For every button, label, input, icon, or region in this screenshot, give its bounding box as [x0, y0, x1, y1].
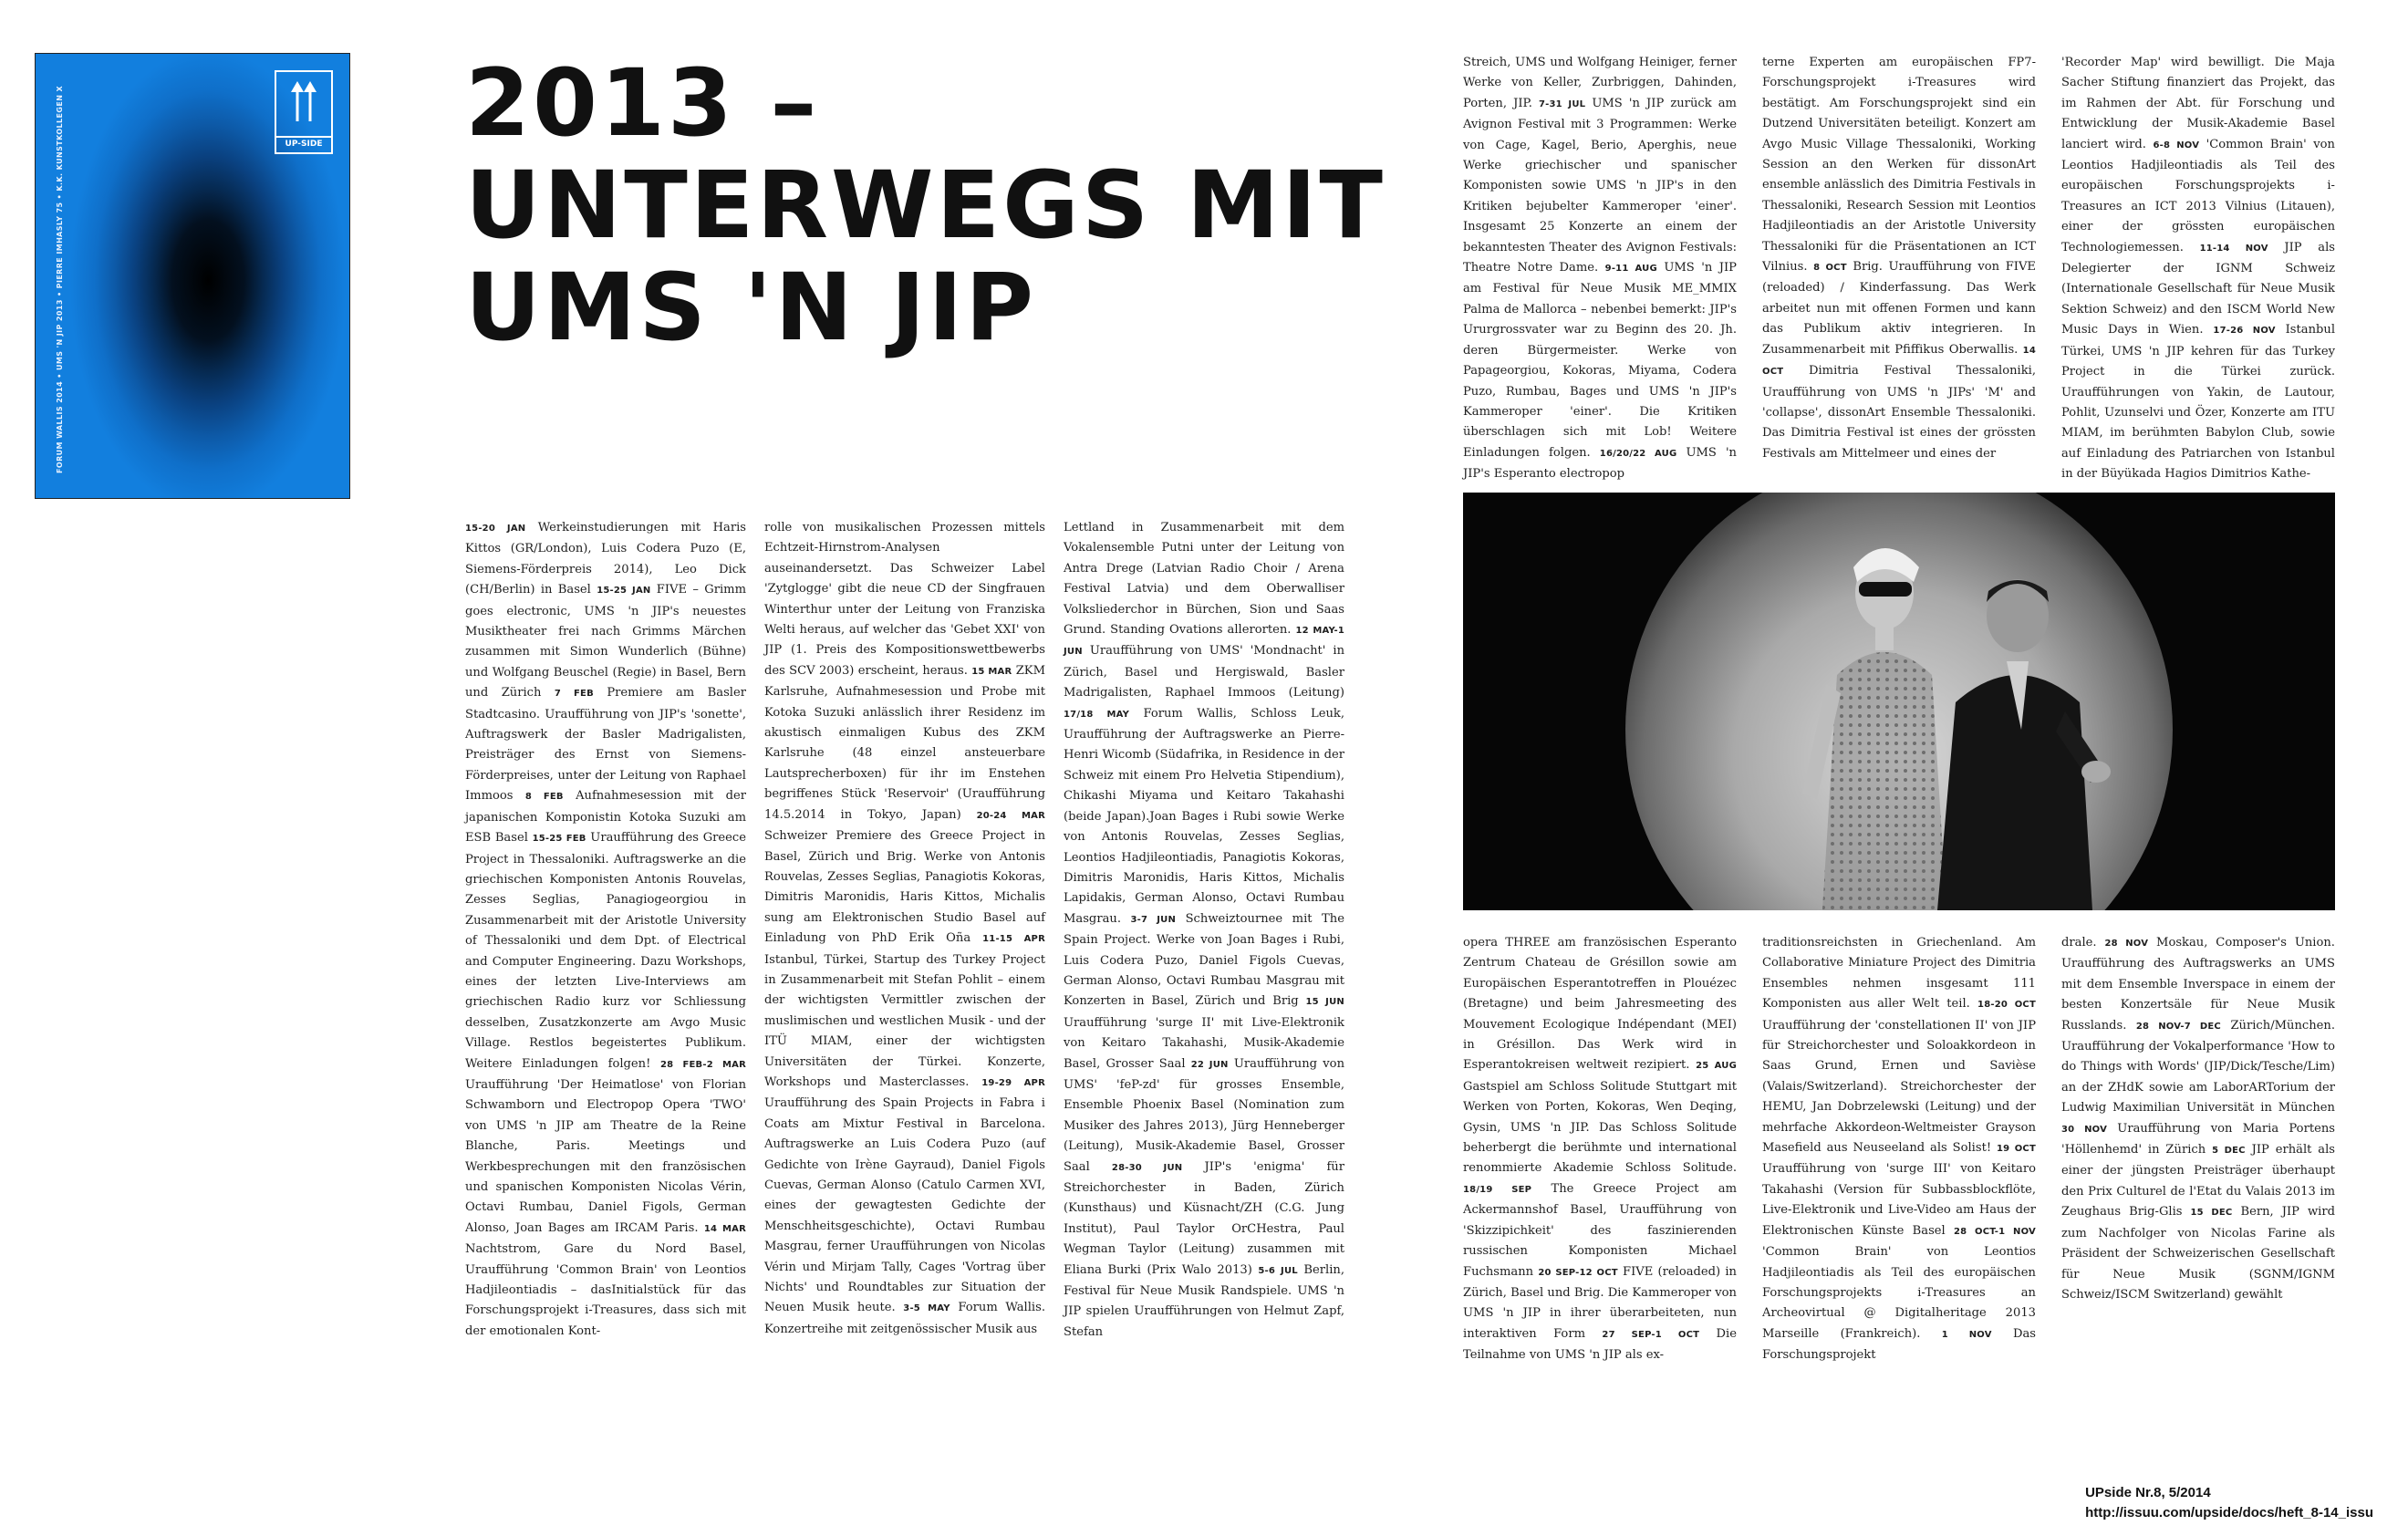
- date-marker: 3-7 JUN: [1130, 914, 1177, 925]
- date-marker: 22 JUN: [1190, 1059, 1229, 1070]
- entry-text: drale.: [2061, 936, 2105, 950]
- date-marker: 5 DEC: [2212, 1146, 2246, 1157]
- date-marker: 28 NOV-7 DEC: [2135, 1021, 2221, 1032]
- cover-spine-text: FORUM WALLIS 2014 • UMS 'N JIP 2013 • PIERRE IMHASLY 75 • K.K. KUNSTKOLLEGEN X: [56, 85, 64, 473]
- performers-photo: [1463, 493, 2335, 910]
- entry-text: Istanbul, Türkei, Startup des Turkey Project in Zusammenarbeit mit Stefan Pohlit – einem der wichtigsten Vermittler zwischen der muslimischen und westlichen Musik - und der ITÜ MIAM, einer der wichtigsten Universitäten der Türkei. Konzerte, Workshops und Masterclasses.: [764, 952, 1045, 1089]
- date-marker: 12 MAY-1 JUN: [1064, 626, 1344, 658]
- date-marker: 19 OCT: [1997, 1144, 2036, 1155]
- entry-text: Streich, UMS und Wolfgang Heiniger, ferner Werke von Keller, Zurbriggen, Dahinden, Porten, JIP.: [1463, 56, 1737, 110]
- date-marker: 6-8 NOV: [2153, 140, 2200, 150]
- entry-text: Das Forschungsprojekt: [1762, 1326, 2037, 1363]
- date-marker: 15-25 JAN: [597, 586, 651, 597]
- date-marker: 8 FEB: [524, 792, 564, 803]
- date-marker: 15 JUN: [1305, 997, 1344, 1008]
- date-marker: 17/18 MAY: [1064, 709, 1130, 720]
- text-column-1: [465, 518, 746, 1342]
- date-marker: 7 FEB: [554, 689, 594, 700]
- date-marker: 27 SEP-1 OCT: [1602, 1329, 1700, 1340]
- date-marker: 25 AUG: [1696, 1061, 1738, 1072]
- entry-text: Aufnahmesession mit der japanischen Komponistin Kotoka Suzuki am ESB Basel: [465, 789, 746, 846]
- entry-text: traditionsreichsten in Griechenland. Am Collaborative Miniature Project des Dimitria Ensembles nehmen insgesamt 111 Komponisten aus aller Welt teil.: [1762, 936, 2036, 1012]
- date-marker: 15 DEC: [2190, 1208, 2233, 1219]
- entry-text: Uraufführung von UMS' 'feP-zd' für grosses Ensemble, Ensemble Phoenix Basel (Nomination zum Musiker des Jahres 2013), Jürg Henneberger (Leitung), Musik-Akademie Basel, Grosser Saal: [1064, 1056, 1344, 1174]
- text-column-8: [1762, 933, 2036, 1366]
- text-column-7: [1463, 933, 1737, 1366]
- date-marker: 30 NOV: [2061, 1124, 2108, 1135]
- entry-text: Schweizer Premiere des Greece Project in Basel, Zürich und Brig. Werke von Antonis Rouvelas, Zesses Seglias, Panagiotis Kokoras, Dimitris Maronidis, Haris Kittos, Michalis sung am Elektronischen Studio Basel auf Einladung von PhD Erik Oña: [764, 829, 1045, 946]
- entry-text: Istanbul Türkei, UMS 'n JIP kehren für das Turkey Project in die Türkei zurück. Uraufführungen von Yakin, de Lautour, Pohlit, Uzunselvi und Özer, Konzerte am ITU MIAM, im berühmten Babylon Club, sowie auf Einladung des Patriarchen von Istanbul in der Büyükada Hagios Dimitrios Kathe-: [2061, 323, 2336, 482]
- date-marker: 20 SEP-12 OCT: [1538, 1267, 1618, 1278]
- entry-text: Gastspiel am Schloss Solitude Stuttgart mit Werken von Porten, Kokoras, Wen Deqing, Gysin, UMS 'n JIP. Das Schloss Solitude beherbergt die berühmte und international renommierte Akademie Schloss Solitude.: [1463, 1079, 1737, 1176]
- entry-text: Uraufführung des Greece Project in Thessaloniki. Auftragswerke an die griechischen Komponisten Antonis Rouvelas, Zesses Seglias, Panagiogeorgiou in Zusammenarbeit mit der Aristotle University of Thessaloniki und dem Dpt. of Electrical and Computer Engineering. Dazu Workshops, eines der letzten Live-Interviews am griechischen Radio kurz vor Schliessung desselben, Zusatzkonzerte am Avgo Music Village. Restlos begeistertes Publikum. Weitere Einladungen folgen!: [465, 831, 746, 1071]
- entry-text: Uraufführung der 'constellationen II' von JIP für Streichorchester und Soloakkordeon in Saas Grund, Ernen und Savièse (Valais/Switzerland). Streichorchester der HEMU, Jan Dobrzelewski (Leitung) und der mehrfache Akkordeon-Weltmeister Grayson Masefield aus Neuseeland als Solist!: [1762, 1018, 2036, 1156]
- date-marker: 15-20 JAN: [465, 524, 526, 534]
- entry-text: UMS 'n JIP's Esperanto electropop: [1463, 445, 1737, 482]
- entry-text: Uraufführung von 'surge III' von Keitaro Takahashi (Version für Subbassblockflöte, Live-Elektronik und Live-Video am Haus der Elektronischen Künste Basel: [1762, 1162, 2036, 1238]
- date-marker: 11-15 APR: [982, 934, 1045, 945]
- entry-text: Zürich/München. Uraufführung der Vokalperformance 'How to do Things with Words' (JIP/Dick/Tesche/Lim) an der ZHdK sowie am LaborARTorium der Ludwig Maximilian Universität in München: [2061, 1018, 2335, 1116]
- text-column-3: [1064, 518, 1344, 1343]
- upside-logo: [275, 70, 333, 154]
- entry-text: Premiere am Basler Stadtcasino. Uraufführung von JIP's 'sonette', Auftragswerk der Basler Madrigalisten, Preisträger des Ernst von Siemens-Förderpreises, unter der Leitung von Raphael Immoos: [465, 686, 746, 804]
- date-marker: 5-6 JUL: [1258, 1265, 1298, 1276]
- entry-text: UMS 'n JIP am Festival für Neue Musik ME_MMIX Palma de Mallorca – nebenbei bemerkt: JIP's Ururgrossvater war zu Beginn des 20. Jh. deren Bürgermeister. Werke von Papageorgiou, Kokoras, Miyama, Codera Puzo, Rumbau, Bages und UMS 'n JIP's Kammeroper 'einer'. Die Kritiken überschlagen sich mit Lob! Weitere Einladungen folgen.: [1463, 261, 1737, 460]
- entry-text: Brig. Uraufführung von FIVE (reloaded) / Kinderfassung. Das Werk arbeitet nun mit offenen Formen und kann das Publikum aktiv integrieren. In Zusammenarbeit mit Pfiffikus Oberwallis.: [1762, 260, 2036, 357]
- headline-line-2: UNTERWEGS MIT: [465, 151, 1386, 260]
- entry-text: Uraufführung 'Der Heimatlose' von Florian Schwamborn und Electropop Opera 'TWO' von UMS 'n JIP am Theatre de la Reine Blanche, Paris. Meetings und Werkbesprechungen mit den französischen und spanischen Komponisten Nicolas Vérin, Octavi Rumbau, Daniel Figols, German Alonso, Joan Bages am IRCAM Paris.: [465, 1077, 746, 1235]
- entry-text: JIP's 'enigma' für Streichorchester in Baden, Zürich (Kunsthaus) und Küsnacht/ZH (C.G. Jung Institut), Paul Taylor OrCHestra, Paul Wegman Taylor (Leitung) zusammen mit Eliana Burki (Prix Walo 2013): [1064, 1159, 1345, 1277]
- entry-text: JIP als Delegierter der IGNM Schweiz (Internationale Gesellschaft für Neue Musik Sektion Schweiz) and den ISCM World New Music Days in Wien.: [2061, 240, 2335, 337]
- cover-spine: [43, 54, 64, 498]
- entry-text: Dimitria Festival Thessaloniki, Uraufführung von UMS 'n JIPs' 'M' and 'collapse', dissonArt Ensemble Thessaloniki. Das Dimitria Festival ist eines der grössten Festivals am Mittelmeer und eines der: [1762, 364, 2036, 461]
- date-marker: 15-25 FEB: [532, 834, 586, 845]
- entry-text: Uraufführung 'surge II' mit Live-Elektronik von Keitaro Takahashi, Musik-Akademie Basel, Grosser Saal: [1064, 1015, 1344, 1071]
- date-marker: 19-29 APR: [981, 1077, 1045, 1088]
- entry-text: Uraufführung von Maria Portens 'Höllenhemd' in Zürich: [2061, 1121, 2335, 1157]
- entry-text: Uraufführung von UMS' 'Mondnacht' in Zürich, Basel und Hergiswald, Basler Madrigalisten, Raphael Immoos (Leitung): [1064, 644, 1344, 701]
- logo-label: UP-SIDE: [276, 136, 331, 149]
- photo-illustration: [1463, 493, 2335, 910]
- date-marker: 14 OCT: [1762, 345, 2036, 378]
- date-marker: 7-31 JUL: [1538, 99, 1586, 109]
- entry-text: Werkeinstudierungen mit Haris Kittos (GR/London), Luis Codera Puzo (E, Siemens-Förderpreis 2014), Leo Dick (CH/Berlin) in Basel: [465, 521, 746, 597]
- text-column-4: [1463, 53, 1737, 485]
- date-marker: 18-20 OCT: [1977, 1000, 2036, 1011]
- source-footer: [2085, 1483, 2373, 1523]
- entry-text: opera THREE am französischen Esperanto Zentrum Chateau de Grésillon sowie am Europäischen Esperantotreffen in Plouézec (Bretagne) und beim Jahresmeeting des Mouvement Ecologique Indépendant (MEI) in Grésillon. Das Werk wird in Esperantokreisen weltweit rezipiert.: [1463, 936, 1737, 1073]
- entry-text: FIVE – Grimm goes electronic, UMS 'n JIP's neuestes Musiktheater frei nach Grimms Märchen zusammen mit Simon Wunderlich (Bühne) und Wolfgang Beuschel (Regie) in Basel, Bern und Zürich: [465, 583, 747, 701]
- entry-text: 'Recorder Map' wird bewilligt. Die Maja Sacher Stiftung finanziert das Projekt, das im Rahmen der Abt. für Forschung und Entwicklung der Musik-Akademie Basel lanciert wird.: [2061, 56, 2335, 151]
- entry-text: The Greece Project am Ackermannshof Basel, Uraufführung von 'Skizzipichkeit' des faszinierenden russischen Komponisten Michael Fuchsmann: [1463, 1181, 1737, 1279]
- date-marker: 15 MAR: [971, 666, 1012, 677]
- entry-text: FIVE (reloaded) in Zürich, Basel und Brig. Die Kammeroper von UMS 'n JIP in ihrer überarbeiteten, nun interaktiven Form: [1463, 1264, 1737, 1341]
- entry-text: ZKM Karlsruhe, Aufnahmesession und Probe mit Kotoka Suzuki anlässlich ihrer Residenz im akustisch einmaligen Kubus des ZKM Karlsruhe (48 einzel ansteuerbare Lautsprecherboxen) für ihr im Enstehen begriffenes Stück 'Reservoir' (Uraufführung 14.5.2014 in Tokyo, Japan): [764, 663, 1045, 822]
- issue-citation: UPside Nr.8, 5/2014: [2085, 1485, 2211, 1500]
- date-marker: 8 OCT: [1813, 263, 1847, 274]
- date-marker: 28 FEB-2 MAR: [659, 1059, 746, 1070]
- date-marker: 17-26 NOV: [2213, 326, 2276, 337]
- source-url: http://issuu.com/upside/docs/heft_8-14_issu: [2085, 1505, 2373, 1520]
- entry-text: JIP erhält als einer der jüngsten Preisträger überhaupt den Prix Culturel de l'Etat du Valais 2013 im Zeughaus Brig-Glis: [2061, 1143, 2335, 1219]
- entry-text: Forum Wallis, Schloss Leuk, Uraufführung der Auftragswerke an Pierre-Henri Wicomb (Südafrika, in Residence in der Schweiz mit einem Pro Helvetia Stipendium), Chikashi Miyama und Keitaro Takahashi (beide Japan).Joan Bages i Rubi sowie Werke von Antonis Rouvelas, Zesses Seglias, Leontios Hadjileontiadis, Panagiotis Kokoras, Dimitris Maronidis, Haris Kittos, Michalis Lapidakis, German Alonso, Octavi Rumbau Masgrau.: [1064, 706, 1344, 926]
- entry-text: Bern, JIP wird zum Nachfolger von Nicolas Farine als Präsident der Schweizerischen Gesellschaft für Neue Musik (SGNM/IGNM Schweiz/ISCM Switzerland) gewählt: [2061, 1205, 2335, 1302]
- headline-line-1: 2013 –: [465, 49, 820, 158]
- date-marker: 9-11 AUG: [1604, 264, 1657, 275]
- entry-text: Schweiztournee mit The Spain Project. Werke von Joan Bages i Rubi, Luis Codera Puzo, Daniel Figols Cuevas, German Alonso, Octavi Rumbau Masgrau mit Konzerten in Basel, Zürich und Brig: [1064, 911, 1344, 1009]
- entry-text: 'Common Brain' von Leontios Hadjileontiadis als Teil des europäischen Forschungsprojekts i-Treasures an ICT 2013 Vilnius (Litauen), einer der grössten europäischen Technologiemessen.: [2061, 137, 2335, 254]
- date-marker: 28-30 JUN: [1111, 1162, 1183, 1173]
- date-marker: 14 MAR: [703, 1223, 746, 1234]
- date-marker: 3-5 MAY: [903, 1303, 950, 1314]
- entry-text: UMS 'n JIP zurück am Avignon Festival mit 3 Programmen: Werke von Cage, Kagel, Berio, Aperghis, neue Werke griechischer und spanischer Komponisten sowie UMS 'n JIP's in den Kritiken bejubelter Kammeroper 'einer'. Insgesamt 25 Konzerte an einem der bekanntesten Theater des Avignon Festivals: Theatre Notre Dame.: [1463, 96, 1737, 275]
- date-marker: 11-14 NOV: [2199, 243, 2268, 254]
- up-arrows-icon: [276, 78, 331, 132]
- text-column-2: [764, 518, 1045, 1340]
- entry-text: 'Common Brain' von Leontios Hadjileontiadis als Teil des europäischen Forschungsprojekts i-Treasures an Archeovirtual @ Digitalheritage 2013 Marseille (Frankreich).: [1762, 1245, 2036, 1341]
- entry-text: Forum Wallis. Konzertreihe mit zeitgenössischer Musik aus: [764, 1301, 1045, 1336]
- entry-text: terne Experten am europäischen FP7-Forschungsprojekt i-Treasures wird bestätigt. Am Forschungsprojekt sind ein Dutzend Universitäten beteiligt. Konzert am Avgo Music Village Thessaloniki, Working Session an den Werken für dissonArt ensemble anlässlich des Dimitria Festivals in Thessaloniki, Research Session mit Leontios Hadjileontiadis an der Aristotle University Thessaloniki für die Präsentationen an ICT Vilnius.: [1762, 56, 2036, 275]
- entry-text: Die Teilnahme von UMS 'n JIP als ex-: [1463, 1326, 1737, 1363]
- entry-text: Berlin, Festival für Neue Musik Randspiele. UMS 'n JIP spielen Uraufführungen von Helmut Zapf, Stefan: [1064, 1262, 1344, 1339]
- magazine-cover: [35, 53, 350, 499]
- text-column-5: [1762, 53, 2036, 464]
- text-column-6: [2061, 53, 2335, 485]
- entry-text: Nachtstrom, Gare du Nord Basel, Uraufführung 'Common Brain' von Leontios Hadjileontiadis – dasInitialstück für das Forschungsprojekt i-Treasures, dass sich mit der emotionalen Kont-: [465, 1242, 746, 1338]
- headline-line-3: UMS 'N JIP: [465, 254, 1037, 362]
- date-marker: 28 NOV: [2104, 939, 2149, 949]
- date-marker: 18/19 SEP: [1463, 1184, 1532, 1195]
- date-marker: 20-24 MAR: [976, 810, 1045, 821]
- entry-text: rolle von musikalischen Prozessen mittels Echtzeit-Hirnstrom-Analysen auseinandersetzt. Das Schweizer Label 'Zytglogge' gibt die neue CD der Singfrauen Winterthur unter der Leitung von Franziska Welti heraus, auf welcher das 'Gebet XXI' von JIP (1. Preis des Kompositionswettbewerbs des SCV 2003) erscheint, heraus.: [764, 521, 1045, 678]
- date-marker: 28 OCT-1 NOV: [1953, 1226, 2036, 1237]
- date-marker: 1 NOV: [1941, 1329, 1992, 1340]
- article-headline: [465, 49, 1386, 362]
- date-marker: 16/20/22 AUG: [1599, 448, 1677, 459]
- entry-text: Moskau, Composer's Union. Uraufführung des Auftragswerks an UMS mit dem Ensemble Inverspace in einem der besten Konzertsäle für Neue Musik Russlands.: [2061, 936, 2335, 1033]
- entry-text: Uraufführung des Spain Projects in Fabra i Coats am Mixtur Festival in Barcelona. Auftragswerke an Luis Codera Puzo (auf Gedichte von Irène Gayraud), Daniel Figols Cuevas, German Alonso (Catulo Carmen XVI, eines der gewagtesten Gedichte der Menschheitsgeschichte), Octavi Rumbau Masgrau, ferner Uraufführungen von Nicolas Vérin und Mirjam Tally, Cages 'Vortrag über Nichts' und Roundtables zur Situation der Neuen Musik heute.: [764, 1096, 1045, 1315]
- entry-text: Lettland in Zusammenarbeit mit dem Vokalensemble Putni unter der Leitung von Antra Drege (Latvian Radio Choir / Arena Festival Latvia) und dem Oberwalliser Volksliederchor in Bürchen, Sion und Saas Grund. Standing Ovations allerorten.: [1064, 521, 1344, 638]
- text-column-9: [2061, 933, 2335, 1305]
